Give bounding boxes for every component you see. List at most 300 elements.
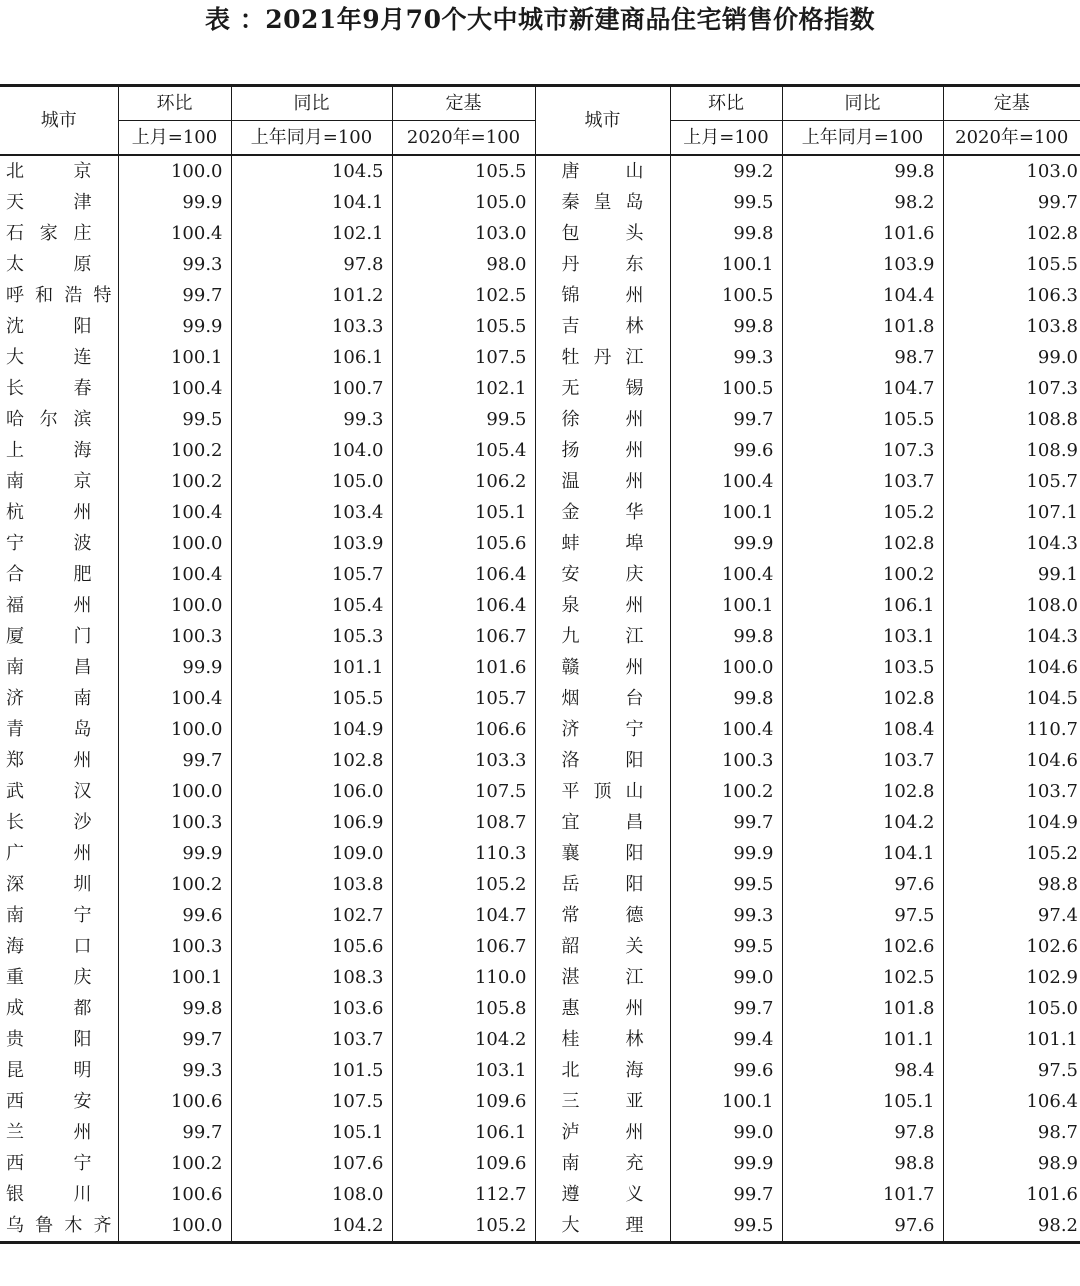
- base-value-left: 106.2: [392, 466, 535, 497]
- mom-value-right: 100.1: [670, 497, 782, 528]
- table-row: [0, 187, 1080, 218]
- table-row: [0, 373, 1080, 404]
- mom-value-left: 99.9: [118, 838, 231, 869]
- yoy-value-left: 109.0: [231, 838, 392, 869]
- city-name-right: 九江: [535, 621, 670, 652]
- city-name-left: 福州: [6, 595, 92, 616]
- base-value-right: 99.0: [943, 342, 1080, 373]
- mom-value-left: 100.2: [118, 466, 231, 497]
- yoy-value-left: 106.1: [231, 342, 392, 373]
- mom-value-right: 99.3: [670, 900, 782, 931]
- city-name-left: 合肥: [6, 564, 92, 585]
- table-row: [0, 683, 1080, 714]
- base-value-left: 105.4: [392, 435, 535, 466]
- yoy-value-left: 103.9: [231, 528, 392, 559]
- mom-value-right: 100.5: [670, 373, 782, 404]
- base-value-right: 110.7: [943, 714, 1080, 745]
- city-name-left: 青岛: [6, 719, 92, 740]
- table-row: [0, 807, 1080, 838]
- city-name-right: 无锡: [535, 373, 670, 404]
- yoy-value-right: 104.1: [782, 838, 943, 869]
- base-value-left: 104.7: [392, 900, 535, 931]
- yoy-value-right: 102.5: [782, 962, 943, 993]
- city-name-right: 桂林: [535, 1024, 670, 1055]
- mom-value-left: 100.0: [118, 776, 231, 807]
- city-name-left: 南宁: [6, 905, 92, 926]
- mom-value-left: 100.1: [118, 962, 231, 993]
- mom-value-right: 99.4: [670, 1024, 782, 1055]
- table-row: [0, 1179, 1080, 1210]
- base-value-right: 105.2: [943, 838, 1080, 869]
- base-value-left: 102.1: [392, 373, 535, 404]
- city-name-left: 北京: [6, 161, 92, 182]
- header-mom-right: 环比: [670, 86, 782, 121]
- base-value-right: 103.8: [943, 311, 1080, 342]
- city-name-left: 深圳: [6, 874, 92, 895]
- header-yoy-sub-right: 上年同月=100: [782, 121, 943, 156]
- table-row: [0, 931, 1080, 962]
- header-mom-left: 环比: [118, 86, 231, 121]
- mom-value-left: 99.5: [118, 404, 231, 435]
- base-value-left: 105.2: [392, 1210, 535, 1243]
- city-name-left: 宁波: [6, 533, 92, 554]
- city-name-right: 蚌埠: [535, 528, 670, 559]
- mom-value-left: 99.3: [118, 249, 231, 280]
- mom-value-left: 99.9: [118, 187, 231, 218]
- mom-value-left: 100.2: [118, 869, 231, 900]
- yoy-value-left: 103.8: [231, 869, 392, 900]
- city-name-right: 济宁: [535, 714, 670, 745]
- base-value-left: 106.4: [392, 559, 535, 590]
- city-name-left: 沈阳: [6, 316, 92, 337]
- yoy-value-left: 103.7: [231, 1024, 392, 1055]
- base-value-right: 105.5: [943, 249, 1080, 280]
- yoy-value-left: 105.7: [231, 559, 392, 590]
- city-name-right: 大理: [535, 1210, 670, 1243]
- base-value-right: 102.8: [943, 218, 1080, 249]
- mom-value-right: 99.5: [670, 931, 782, 962]
- mom-value-left: 100.0: [118, 528, 231, 559]
- yoy-value-left: 105.5: [231, 683, 392, 714]
- table-row: [0, 745, 1080, 776]
- table-row: [0, 1210, 1080, 1243]
- header-base-left: 定基: [392, 86, 535, 121]
- mom-value-right: 99.5: [670, 1210, 782, 1243]
- base-value-right: 106.4: [943, 1086, 1080, 1117]
- mom-value-left: 99.6: [118, 900, 231, 931]
- table-row: [0, 993, 1080, 1024]
- mom-value-left: 100.0: [118, 155, 231, 187]
- base-value-right: 104.3: [943, 528, 1080, 559]
- city-name-left: 重庆: [6, 967, 92, 988]
- yoy-value-right: 98.4: [782, 1055, 943, 1086]
- base-value-right: 98.9: [943, 1148, 1080, 1179]
- city-name-left: 长春: [6, 378, 92, 399]
- mom-value-left: 100.3: [118, 621, 231, 652]
- table-row: [0, 1117, 1080, 1148]
- yoy-value-right: 103.1: [782, 621, 943, 652]
- yoy-value-left: 102.8: [231, 745, 392, 776]
- base-value-left: 102.5: [392, 280, 535, 311]
- mom-value-right: 100.1: [670, 590, 782, 621]
- city-name-left: 昆明: [6, 1060, 92, 1081]
- mom-value-right: 99.8: [670, 683, 782, 714]
- table-row: [0, 838, 1080, 869]
- base-value-right: 102.6: [943, 931, 1080, 962]
- base-value-left: 106.6: [392, 714, 535, 745]
- mom-value-right: 99.7: [670, 1179, 782, 1210]
- yoy-value-left: 100.7: [231, 373, 392, 404]
- city-name-left: 天津: [6, 192, 92, 213]
- table-row: [0, 311, 1080, 342]
- mom-value-left: 99.7: [118, 1024, 231, 1055]
- city-name-right: 遵义: [535, 1179, 670, 1210]
- table-row: [0, 1055, 1080, 1086]
- base-value-right: 106.3: [943, 280, 1080, 311]
- yoy-value-right: 99.8: [782, 155, 943, 187]
- city-name-right: 洛阳: [535, 745, 670, 776]
- mom-value-right: 99.8: [670, 311, 782, 342]
- base-value-right: 97.5: [943, 1055, 1080, 1086]
- base-value-right: 101.1: [943, 1024, 1080, 1055]
- city-name-right: 包头: [535, 218, 670, 249]
- base-value-right: 104.6: [943, 745, 1080, 776]
- city-name-left: 厦门: [6, 626, 92, 647]
- mom-value-right: 100.2: [670, 776, 782, 807]
- yoy-value-right: 102.8: [782, 683, 943, 714]
- city-name-right: 唐山: [535, 155, 670, 187]
- city-name-right: 常德: [535, 900, 670, 931]
- mom-value-left: 100.1: [118, 342, 231, 373]
- base-value-left: 110.0: [392, 962, 535, 993]
- table-row: [0, 155, 1080, 187]
- base-value-right: 107.3: [943, 373, 1080, 404]
- city-name-left: 海口: [6, 936, 92, 957]
- table-row: [0, 621, 1080, 652]
- price-index-table: [0, 84, 1080, 1244]
- base-value-right: 104.6: [943, 652, 1080, 683]
- header-base-sub-right: 2020年=100: [943, 121, 1080, 156]
- city-name-right: 泸州: [535, 1117, 670, 1148]
- city-name-right: 惠州: [535, 993, 670, 1024]
- base-value-right: 97.4: [943, 900, 1080, 931]
- base-value-left: 103.3: [392, 745, 535, 776]
- mom-value-right: 99.8: [670, 621, 782, 652]
- mom-value-right: 99.6: [670, 1055, 782, 1086]
- city-name-right: 北海: [535, 1055, 670, 1086]
- mom-value-left: 100.3: [118, 807, 231, 838]
- mom-value-left: 99.8: [118, 993, 231, 1024]
- table-row: [0, 435, 1080, 466]
- base-value-left: 105.5: [392, 311, 535, 342]
- base-value-right: 98.7: [943, 1117, 1080, 1148]
- yoy-value-right: 102.8: [782, 776, 943, 807]
- mom-value-left: 99.7: [118, 280, 231, 311]
- base-value-left: 108.7: [392, 807, 535, 838]
- yoy-value-left: 105.4: [231, 590, 392, 621]
- city-name-left: 呼和浩特: [6, 285, 112, 306]
- header-yoy-sub-left: 上年同月=100: [231, 121, 392, 156]
- mom-value-right: 99.5: [670, 869, 782, 900]
- mom-value-left: 100.4: [118, 218, 231, 249]
- table-row: [0, 900, 1080, 931]
- base-value-left: 109.6: [392, 1086, 535, 1117]
- header-yoy-right: 同比: [782, 86, 943, 121]
- city-name-right: 锦州: [535, 280, 670, 311]
- yoy-value-right: 108.4: [782, 714, 943, 745]
- header-base-sub-left: 2020年=100: [392, 121, 535, 156]
- yoy-value-right: 101.7: [782, 1179, 943, 1210]
- base-value-right: 104.9: [943, 807, 1080, 838]
- city-name-left: 银川: [6, 1184, 92, 1205]
- city-name-right: 秦皇岛: [535, 187, 670, 218]
- city-name-left: 哈尔滨: [6, 409, 92, 430]
- yoy-value-right: 98.8: [782, 1148, 943, 1179]
- yoy-value-right: 105.5: [782, 404, 943, 435]
- table-row: [0, 559, 1080, 590]
- city-name-right: 湛江: [535, 962, 670, 993]
- mom-value-right: 99.7: [670, 993, 782, 1024]
- base-value-left: 105.5: [392, 155, 535, 187]
- mom-value-right: 100.5: [670, 280, 782, 311]
- city-name-left: 贵阳: [6, 1029, 92, 1050]
- base-value-left: 106.4: [392, 590, 535, 621]
- yoy-value-right: 103.9: [782, 249, 943, 280]
- city-name-right: 吉林: [535, 311, 670, 342]
- city-name-right: 扬州: [535, 435, 670, 466]
- city-name-right: 徐州: [535, 404, 670, 435]
- base-value-left: 99.5: [392, 404, 535, 435]
- table-row: [0, 652, 1080, 683]
- mom-value-right: 99.3: [670, 342, 782, 373]
- city-name-right: 泉州: [535, 590, 670, 621]
- table-row: [0, 528, 1080, 559]
- city-name-left: 南昌: [6, 657, 92, 678]
- mom-value-left: 99.9: [118, 652, 231, 683]
- table-row: [0, 869, 1080, 900]
- base-value-left: 112.7: [392, 1179, 535, 1210]
- city-name-right: 三亚: [535, 1086, 670, 1117]
- yoy-value-left: 102.1: [231, 218, 392, 249]
- mom-value-left: 100.4: [118, 373, 231, 404]
- mom-value-right: 99.9: [670, 528, 782, 559]
- yoy-value-right: 101.8: [782, 311, 943, 342]
- base-value-right: 107.1: [943, 497, 1080, 528]
- city-name-right: 丹东: [535, 249, 670, 280]
- mom-value-right: 99.5: [670, 187, 782, 218]
- header-city-right: 城市: [535, 86, 670, 156]
- yoy-value-right: 100.2: [782, 559, 943, 590]
- base-value-right: 98.2: [943, 1210, 1080, 1243]
- city-name-left: 长沙: [6, 812, 92, 833]
- city-name-right: 牡丹江: [535, 342, 670, 373]
- yoy-value-right: 104.4: [782, 280, 943, 311]
- yoy-value-right: 102.8: [782, 528, 943, 559]
- base-value-left: 105.7: [392, 683, 535, 714]
- yoy-value-left: 105.6: [231, 931, 392, 962]
- table-row: [0, 497, 1080, 528]
- yoy-value-right: 104.7: [782, 373, 943, 404]
- city-name-right: 宜昌: [535, 807, 670, 838]
- city-name-left: 广州: [6, 843, 92, 864]
- yoy-value-right: 107.3: [782, 435, 943, 466]
- mom-value-right: 100.4: [670, 466, 782, 497]
- mom-value-left: 100.4: [118, 559, 231, 590]
- base-value-right: 102.9: [943, 962, 1080, 993]
- city-name-left: 杭州: [6, 502, 92, 523]
- mom-value-right: 99.0: [670, 1117, 782, 1148]
- base-value-left: 105.1: [392, 497, 535, 528]
- base-value-right: 103.7: [943, 776, 1080, 807]
- mom-value-left: 100.6: [118, 1086, 231, 1117]
- city-name-left: 成都: [6, 998, 92, 1019]
- yoy-value-right: 97.6: [782, 869, 943, 900]
- page-title: 表 ：2021年9月70个大中城市新建商品住宅销售价格指数: [205, 5, 875, 34]
- yoy-value-right: 105.2: [782, 497, 943, 528]
- base-value-left: 106.7: [392, 931, 535, 962]
- base-value-left: 98.0: [392, 249, 535, 280]
- table-header: [0, 86, 1080, 156]
- yoy-value-left: 97.8: [231, 249, 392, 280]
- yoy-value-right: 104.2: [782, 807, 943, 838]
- mom-value-left: 100.2: [118, 1148, 231, 1179]
- mom-value-right: 100.1: [670, 1086, 782, 1117]
- base-value-right: 108.8: [943, 404, 1080, 435]
- table-row: [0, 962, 1080, 993]
- table-row: [0, 466, 1080, 497]
- header-mom-sub-left: 上月=100: [118, 121, 231, 156]
- yoy-value-left: 104.2: [231, 1210, 392, 1243]
- city-name-left: 南京: [6, 471, 92, 492]
- city-name-right: 韶关: [535, 931, 670, 962]
- city-name-left: 武汉: [6, 781, 92, 802]
- base-value-right: 103.0: [943, 155, 1080, 187]
- mom-value-left: 99.7: [118, 1117, 231, 1148]
- base-value-left: 103.0: [392, 218, 535, 249]
- base-value-left: 105.8: [392, 993, 535, 1024]
- mom-value-right: 99.6: [670, 435, 782, 466]
- city-name-left: 郑州: [6, 750, 92, 771]
- mom-value-right: 100.3: [670, 745, 782, 776]
- mom-value-right: 99.8: [670, 218, 782, 249]
- table-row: [0, 1086, 1080, 1117]
- table-row: [0, 1024, 1080, 1055]
- yoy-value-right: 106.1: [782, 590, 943, 621]
- table-body: [0, 155, 1080, 1243]
- header-base-right: 定基: [943, 86, 1080, 121]
- mom-value-left: 100.0: [118, 1210, 231, 1243]
- yoy-value-right: 101.8: [782, 993, 943, 1024]
- yoy-value-left: 105.1: [231, 1117, 392, 1148]
- yoy-value-left: 102.7: [231, 900, 392, 931]
- city-name-right: 安庆: [535, 559, 670, 590]
- base-value-left: 105.2: [392, 869, 535, 900]
- city-name-left: 乌鲁木齐: [6, 1215, 112, 1236]
- city-name-left: 上海: [6, 440, 92, 461]
- mom-value-left: 100.4: [118, 683, 231, 714]
- base-value-right: 108.9: [943, 435, 1080, 466]
- mom-value-left: 99.7: [118, 745, 231, 776]
- city-name-left: 太原: [6, 254, 92, 275]
- city-name-right: 襄阳: [535, 838, 670, 869]
- base-value-left: 106.7: [392, 621, 535, 652]
- city-name-right: 平顶山: [535, 776, 670, 807]
- base-value-left: 110.3: [392, 838, 535, 869]
- header-mom-sub-right: 上月=100: [670, 121, 782, 156]
- mom-value-right: 99.7: [670, 807, 782, 838]
- yoy-value-left: 108.3: [231, 962, 392, 993]
- base-value-left: 107.5: [392, 342, 535, 373]
- mom-value-right: 99.0: [670, 962, 782, 993]
- table-row: [0, 1148, 1080, 1179]
- mom-value-left: 100.3: [118, 931, 231, 962]
- yoy-value-left: 103.4: [231, 497, 392, 528]
- yoy-value-left: 106.0: [231, 776, 392, 807]
- base-value-right: 101.6: [943, 1179, 1080, 1210]
- yoy-value-left: 103.6: [231, 993, 392, 1024]
- mom-value-left: 100.0: [118, 590, 231, 621]
- header-yoy-left: 同比: [231, 86, 392, 121]
- yoy-value-left: 101.1: [231, 652, 392, 683]
- city-name-left: 大连: [6, 347, 92, 368]
- city-name-left: 西安: [6, 1091, 92, 1112]
- yoy-value-left: 104.9: [231, 714, 392, 745]
- base-value-right: 105.0: [943, 993, 1080, 1024]
- base-value-right: 105.7: [943, 466, 1080, 497]
- base-value-left: 101.6: [392, 652, 535, 683]
- table-row: [0, 404, 1080, 435]
- city-name-right: 金华: [535, 497, 670, 528]
- mom-value-left: 99.3: [118, 1055, 231, 1086]
- mom-value-left: 99.9: [118, 311, 231, 342]
- table-row: [0, 342, 1080, 373]
- yoy-value-right: 102.6: [782, 931, 943, 962]
- base-value-left: 105.6: [392, 528, 535, 559]
- yoy-value-right: 103.7: [782, 745, 943, 776]
- yoy-value-left: 105.0: [231, 466, 392, 497]
- base-value-left: 105.0: [392, 187, 535, 218]
- yoy-value-right: 97.6: [782, 1210, 943, 1243]
- table-row: [0, 249, 1080, 280]
- base-value-right: 104.3: [943, 621, 1080, 652]
- city-name-right: 赣州: [535, 652, 670, 683]
- yoy-value-left: 108.0: [231, 1179, 392, 1210]
- city-name-left: 石家庄: [6, 223, 92, 244]
- yoy-value-left: 105.3: [231, 621, 392, 652]
- price-index-table-container: [0, 84, 1080, 1244]
- yoy-value-left: 101.5: [231, 1055, 392, 1086]
- mom-value-left: 100.6: [118, 1179, 231, 1210]
- yoy-value-right: 103.7: [782, 466, 943, 497]
- yoy-value-right: 103.5: [782, 652, 943, 683]
- base-value-right: 108.0: [943, 590, 1080, 621]
- mom-value-right: 100.0: [670, 652, 782, 683]
- mom-value-left: 100.4: [118, 497, 231, 528]
- yoy-value-left: 104.0: [231, 435, 392, 466]
- table-row: [0, 590, 1080, 621]
- yoy-value-right: 101.1: [782, 1024, 943, 1055]
- base-value-left: 103.1: [392, 1055, 535, 1086]
- mom-value-right: 99.9: [670, 838, 782, 869]
- table-row: [0, 776, 1080, 807]
- yoy-value-right: 101.6: [782, 218, 943, 249]
- mom-value-right: 99.7: [670, 404, 782, 435]
- table-row: [0, 218, 1080, 249]
- yoy-value-right: 98.2: [782, 187, 943, 218]
- city-name-right: 岳阳: [535, 869, 670, 900]
- base-value-right: 99.7: [943, 187, 1080, 218]
- yoy-value-left: 104.1: [231, 187, 392, 218]
